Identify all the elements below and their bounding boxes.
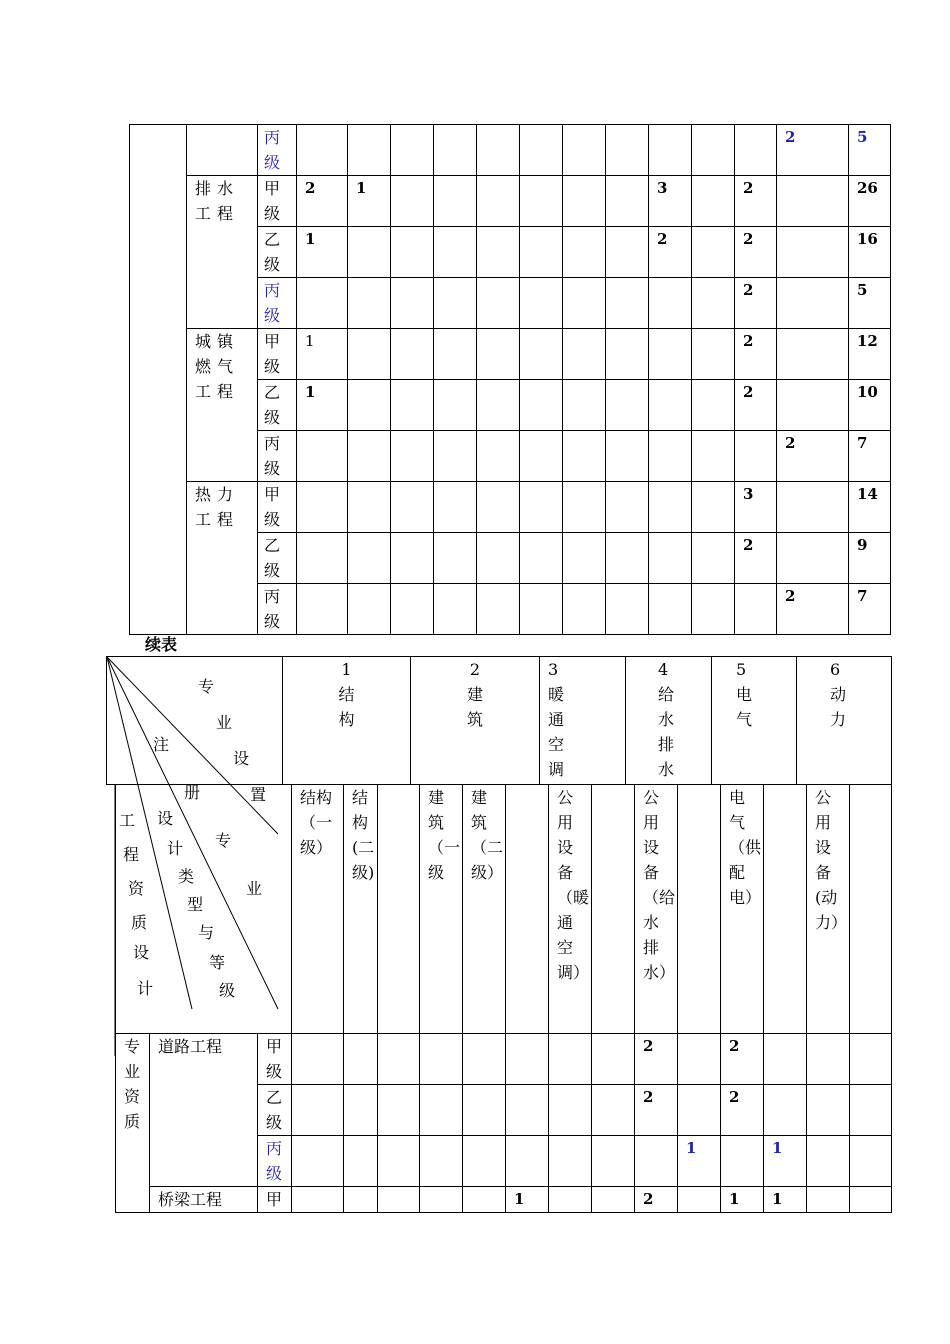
value-cell [477, 329, 520, 380]
subcolumn-header [378, 785, 420, 1034]
value-cell [520, 431, 563, 482]
value-cell [649, 380, 692, 431]
value-cell: 2 [721, 1034, 764, 1085]
value-cell [692, 584, 735, 635]
value-cell [520, 176, 563, 227]
value-cell [649, 482, 692, 533]
value-cell [506, 1034, 549, 1085]
value-cell [606, 176, 649, 227]
value-cell: 3 [735, 482, 777, 533]
value-cell [434, 584, 477, 635]
col-header-architecture [411, 657, 540, 785]
value-cell [592, 1034, 635, 1085]
diagonal-label: 级 [219, 981, 236, 1000]
col-num-1: 1 [341, 660, 352, 679]
value-cell [563, 125, 606, 176]
value-cell [477, 584, 520, 635]
diagonal-label: 设 [233, 749, 250, 768]
value-cell [434, 176, 477, 227]
value-cell [348, 329, 391, 380]
value-cell [348, 533, 391, 584]
value-cell [807, 1034, 850, 1085]
value-cell [563, 329, 606, 380]
value-cell [692, 176, 735, 227]
value-cell [649, 584, 692, 635]
value-cell [692, 278, 735, 329]
value-cell: 2 [635, 1034, 678, 1085]
subcolumn-header: 公用设备（暖通空调） [549, 785, 592, 1034]
value-cell [850, 1034, 892, 1085]
value-cell [420, 1136, 463, 1187]
value-cell [606, 482, 649, 533]
value-cell [606, 533, 649, 584]
value-cell [563, 431, 606, 482]
value-cell [563, 380, 606, 431]
diagonal-label: 册 [184, 783, 201, 802]
diagonal-label: 业 [216, 713, 233, 732]
value-cell [434, 482, 477, 533]
value-cell: 2 [777, 584, 849, 635]
value-cell [297, 125, 348, 176]
value-cell [520, 380, 563, 431]
value-cell [764, 1034, 807, 1085]
value-cell [391, 431, 434, 482]
subcolumn-header: 建筑（二级） [463, 785, 506, 1034]
value-cell [463, 1136, 506, 1187]
value-cell [563, 227, 606, 278]
col-name-structure: 结构 [338, 685, 355, 729]
value-cell [777, 533, 849, 584]
value-cell [344, 1085, 378, 1136]
value-cell [391, 125, 434, 176]
value-cell [563, 533, 606, 584]
value-cell [434, 278, 477, 329]
value-cell: 7 [849, 431, 891, 482]
value-cell [477, 380, 520, 431]
value-cell [391, 584, 434, 635]
value-cell [563, 278, 606, 329]
diagonal-label: 计 [137, 979, 154, 998]
value-cell [344, 1187, 378, 1213]
col-header-water [626, 657, 712, 785]
value-cell [391, 278, 434, 329]
col-header-hvac [540, 657, 626, 785]
value-cell: 1 [297, 380, 348, 431]
value-cell: 12 [849, 329, 891, 380]
col-header-electric [712, 657, 797, 785]
col-name-water: 给水排水 [658, 685, 675, 779]
value-cell [348, 227, 391, 278]
table-row [116, 1034, 892, 1085]
value-cell: 1 [764, 1187, 807, 1213]
value-cell [520, 227, 563, 278]
group-cell: 排水工程 [187, 176, 258, 329]
value-cell [777, 329, 849, 380]
table-row [130, 329, 891, 380]
value-cell [477, 533, 520, 584]
grade-cell: 丙级 [258, 584, 297, 635]
value-cell [692, 482, 735, 533]
value-cell [606, 431, 649, 482]
value-cell [606, 329, 649, 380]
grade-cell: 丙级 [258, 278, 297, 329]
value-cell [344, 1034, 378, 1085]
value-cell [764, 1085, 807, 1136]
value-cell [292, 1187, 344, 1213]
value-cell: 1 [678, 1136, 721, 1187]
value-cell [477, 176, 520, 227]
value-cell [692, 533, 735, 584]
group-cell: 热力工程 [187, 482, 258, 635]
category-cell: 专业资质 [116, 1034, 150, 1213]
value-cell [807, 1136, 850, 1187]
value-cell [850, 1187, 892, 1213]
value-cell [434, 431, 477, 482]
diagonal-label: 置 [250, 785, 267, 804]
value-cell [692, 329, 735, 380]
col-num-3: 3 [548, 660, 559, 679]
value-cell [635, 1136, 678, 1187]
value-cell [344, 1136, 378, 1187]
grade-cell: 甲级 [258, 482, 297, 533]
value-cell: 2 [735, 278, 777, 329]
grade-cell: 乙级 [258, 1085, 292, 1136]
value-cell: 1 [297, 329, 348, 380]
col-header-structure [283, 657, 411, 785]
value-cell: 2 [721, 1085, 764, 1136]
table-row [116, 1187, 892, 1213]
grade-cell: 甲级 [258, 1034, 292, 1085]
value-cell [850, 1136, 892, 1187]
value-cell [348, 431, 391, 482]
grade-cell: 丙级 [258, 431, 297, 482]
group-cell: 道路工程 [150, 1034, 258, 1187]
value-cell [735, 125, 777, 176]
value-cell [292, 1085, 344, 1136]
value-cell [520, 482, 563, 533]
value-cell [692, 431, 735, 482]
col-name-hvac: 暖通空调 [548, 685, 565, 779]
diagonal-label: 型 [187, 895, 204, 914]
table-row [130, 125, 891, 176]
grade-cell: 乙级 [258, 227, 297, 278]
col-header-power [797, 657, 892, 785]
subcolumn-header: 结构(二级) [344, 785, 378, 1034]
group-cell: 桥梁工程 [150, 1187, 258, 1213]
diagonal-label: 计 [167, 839, 184, 858]
value-cell: 2 [735, 533, 777, 584]
subcolumn-header: 建筑（一级 [420, 785, 463, 1034]
value-cell [735, 431, 777, 482]
value-cell [463, 1187, 506, 1213]
value-cell [348, 278, 391, 329]
value-cell [348, 584, 391, 635]
diagonal-label: 质 [131, 913, 148, 932]
value-cell [477, 431, 520, 482]
value-cell [520, 278, 563, 329]
value-cell: 9 [849, 533, 891, 584]
value-cell [477, 125, 520, 176]
value-cell [434, 380, 477, 431]
subcolumn-header: 公用设备(动力） [807, 785, 850, 1034]
value-cell [777, 176, 849, 227]
value-cell [420, 1187, 463, 1213]
value-cell [463, 1034, 506, 1085]
col-num-6: 6 [830, 660, 841, 679]
value-cell [378, 1187, 420, 1213]
diagonal-label: 专 [215, 831, 232, 850]
value-cell: 1 [764, 1136, 807, 1187]
diagonal-label: 注 [153, 735, 170, 754]
category-cell [130, 125, 187, 635]
diagonal-label: 与 [198, 923, 215, 942]
value-cell [297, 278, 348, 329]
col-name-power: 动力 [830, 685, 847, 729]
col-num-2: 2 [469, 660, 481, 679]
grade-cell: 甲级 [258, 329, 297, 380]
diagonal-label: 业 [246, 879, 263, 898]
value-cell [477, 482, 520, 533]
value-cell [520, 329, 563, 380]
diagonal-label: 专 [198, 677, 215, 696]
value-cell [297, 584, 348, 635]
value-cell [549, 1085, 592, 1136]
value-cell [520, 125, 563, 176]
value-cell: 3 [649, 176, 692, 227]
diagonal-label: 资 [128, 879, 145, 898]
value-cell [520, 584, 563, 635]
value-cell [649, 431, 692, 482]
value-cell: 2 [735, 380, 777, 431]
value-cell [592, 1085, 635, 1136]
value-cell [649, 125, 692, 176]
value-cell [391, 482, 434, 533]
value-cell: 7 [849, 584, 891, 635]
subcolumn-header: 结构（一级） [292, 785, 344, 1034]
value-cell [777, 380, 849, 431]
value-cell [297, 431, 348, 482]
value-cell [606, 584, 649, 635]
grade-cell: 甲 [258, 1187, 292, 1213]
value-cell [807, 1187, 850, 1213]
value-cell [592, 1187, 635, 1213]
value-cell: 14 [849, 482, 891, 533]
value-cell: 1 [721, 1187, 764, 1213]
value-cell [592, 1136, 635, 1187]
value-cell [721, 1136, 764, 1187]
value-cell [777, 227, 849, 278]
value-cell: 1 [348, 176, 391, 227]
value-cell [297, 533, 348, 584]
value-cell [378, 1136, 420, 1187]
value-cell: 1 [506, 1187, 549, 1213]
value-cell: 26 [849, 176, 891, 227]
value-cell [391, 533, 434, 584]
value-cell [649, 278, 692, 329]
table-row [130, 482, 891, 533]
diagonal-label: 程 [123, 845, 140, 864]
value-cell [348, 125, 391, 176]
value-cell [735, 584, 777, 635]
grade-cell: 乙级 [258, 533, 297, 584]
value-cell [297, 482, 348, 533]
table-row [130, 176, 891, 227]
col-num-4: 4 [658, 660, 669, 679]
diagonal-label: 等 [209, 953, 226, 972]
value-cell: 2 [297, 176, 348, 227]
value-cell: 10 [849, 380, 891, 431]
subcolumn-header [850, 785, 892, 1034]
subcolumn-header: 电气（供配电） [721, 785, 764, 1034]
diagonal-label: 工 [119, 811, 136, 830]
value-cell [348, 482, 391, 533]
value-cell [477, 278, 520, 329]
value-cell [391, 227, 434, 278]
value-cell [692, 380, 735, 431]
grade-cell: 丙级 [258, 125, 297, 176]
value-cell [434, 227, 477, 278]
value-cell: 2 [777, 125, 849, 176]
value-cell [692, 227, 735, 278]
value-cell [850, 1085, 892, 1136]
subcolumn-header [764, 785, 807, 1034]
value-cell [678, 1034, 721, 1085]
diagonal-label: 设 [157, 809, 174, 828]
value-cell [563, 176, 606, 227]
value-cell [434, 329, 477, 380]
col-num-5: 5 [736, 660, 747, 679]
diagonal-label: 类 [178, 867, 195, 886]
value-cell: 2 [635, 1187, 678, 1213]
value-cell [391, 176, 434, 227]
value-cell [678, 1187, 721, 1213]
value-cell [420, 1085, 463, 1136]
value-cell [506, 1085, 549, 1136]
value-cell [391, 329, 434, 380]
subcolumn-header [592, 785, 635, 1034]
value-cell: 16 [849, 227, 891, 278]
value-cell: 2 [735, 176, 777, 227]
value-cell: 2 [735, 329, 777, 380]
continuation-table-top [129, 124, 891, 635]
grade-cell: 甲级 [258, 176, 297, 227]
value-cell [606, 227, 649, 278]
value-cell [777, 482, 849, 533]
value-cell: 2 [649, 227, 692, 278]
value-cell [649, 329, 692, 380]
value-cell [563, 482, 606, 533]
diagonal-label: 设 [133, 943, 150, 962]
value-cell [391, 380, 434, 431]
value-cell [477, 227, 520, 278]
value-cell [692, 125, 735, 176]
value-cell: 2 [735, 227, 777, 278]
value-cell [549, 1187, 592, 1213]
value-cell: 2 [777, 431, 849, 482]
value-cell [420, 1034, 463, 1085]
value-cell [292, 1136, 344, 1187]
value-cell [348, 380, 391, 431]
value-cell [606, 380, 649, 431]
value-cell: 5 [849, 278, 891, 329]
continued-table-label: 续表 [145, 635, 178, 654]
value-cell: 5 [849, 125, 891, 176]
subcolumn-header: 公用设备（给水排水） [635, 785, 678, 1034]
value-cell [777, 278, 849, 329]
value-cell [649, 533, 692, 584]
subcolumn-header [678, 785, 721, 1034]
value-cell [520, 533, 563, 584]
value-cell [506, 1136, 549, 1187]
col-name-electric: 电气 [736, 685, 753, 729]
group-cell [187, 125, 258, 176]
value-cell [378, 1034, 420, 1085]
value-cell: 1 [297, 227, 348, 278]
value-cell [378, 1085, 420, 1136]
value-cell [434, 125, 477, 176]
value-cell [463, 1085, 506, 1136]
professional-qualification-table [115, 1033, 892, 1213]
value-cell [807, 1085, 850, 1136]
grade-cell: 乙级 [258, 380, 297, 431]
value-cell [549, 1136, 592, 1187]
value-cell [434, 533, 477, 584]
value-cell: 2 [635, 1085, 678, 1136]
col-name-architecture: 建筑 [467, 685, 484, 729]
value-cell [563, 584, 606, 635]
group-cell: 城镇燃气工程 [187, 329, 258, 482]
value-cell [606, 125, 649, 176]
value-cell [549, 1034, 592, 1085]
value-cell [292, 1034, 344, 1085]
value-cell [678, 1085, 721, 1136]
grade-cell: 丙级 [258, 1136, 292, 1187]
value-cell [606, 278, 649, 329]
subcolumn-header [506, 785, 549, 1034]
